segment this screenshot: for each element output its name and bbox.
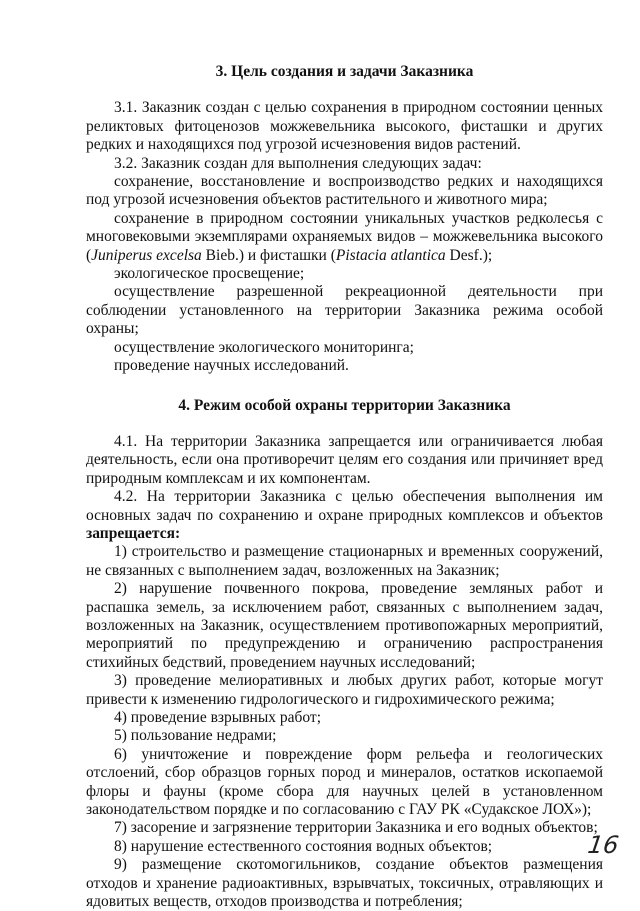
task-education: экологическое просвещение; bbox=[114, 265, 305, 283]
task-text-part: Bieb.) и фисташки ( bbox=[201, 246, 336, 264]
paragraph-3-1: 3.1. Заказник создан с целью сохранения в природном состоянии ценных реликтовых фитоценозов можжевельника высокого, фисташки и других редких и находящихся под угрозой исчезновения видов растений. bbox=[86, 99, 603, 154]
task-monitoring: осуществление экологического мониторинга; bbox=[114, 338, 414, 356]
paragraph-3-2: 3.2. Заказник создан для выполнения следующих задач: bbox=[114, 154, 482, 172]
list-item: 4) проведение взрывных работ; bbox=[114, 709, 321, 726]
section-3-heading: 3. Цель создания и задачи Заказника bbox=[215, 63, 474, 80]
paragraph-4-2 bbox=[86, 488, 603, 543]
list-item: 5) пользование недрами; bbox=[114, 727, 277, 745]
list-item: 8) нарушение естественного состояния водных объектов; bbox=[114, 837, 493, 855]
list-item: 1) строительство и размещение стационарных и временных сооружений, не связанных с выполнением задач, возложенных на Заказник; bbox=[86, 543, 603, 579]
task-preservation-woodland bbox=[86, 210, 603, 265]
prohibited-label: запрещается: bbox=[86, 524, 181, 542]
list-item: 3) проведение мелиоративных и любых других работ, которые могут привести к изменению гидрологического и гидрохимического режима; bbox=[86, 672, 603, 708]
task-text-part: сохранение в природном состоянии уникальных участков редколесья с многовековыми экземплярами охраняемых видов – можжевельника высокого ( bbox=[86, 209, 603, 264]
latin-name-pistacia: Pistacia atlantica bbox=[335, 246, 446, 264]
latin-name-juniperus: Juniperus excelsa bbox=[91, 246, 202, 264]
task-recreation: осуществление разрешенной рекреационной деятельности при соблюдении установленного на территории Заказника режима особой охраны; bbox=[86, 283, 603, 338]
section-4-heading: 4. Режим особой охраны территории Заказника bbox=[178, 396, 511, 414]
page-number: 16 bbox=[586, 831, 621, 859]
task-research: проведение научных исследований. bbox=[114, 357, 349, 375]
list-item: 7) засорение и загрязнение территории Заказника и его водных объектов; bbox=[114, 819, 598, 837]
task-preservation-species: сохранение, восстановление и воспроизводство редких и находящихся под угрозой исчезновения объектов растительного и животного мира; bbox=[86, 173, 603, 209]
paragraph-4-2-text: 4.2. На территории Заказника с целью обеспечения выполнения им основных задач по сохранению и охране природных комплексов и объектов bbox=[86, 488, 603, 524]
list-item: 2) нарушение почвенного покрова, проведение земляных работ и распашка земель, за исключением работ, связанных с выполнением задач, возложенных на Заказник, осуществлением противопожарных мероприятий, мероприятий по предупреждению и ограничению распространения стихийных бедствий, проведением научных исследований; bbox=[86, 580, 603, 671]
document-body bbox=[86, 63, 603, 911]
paragraph-4-1: 4.1. На территории Заказника запрещается или ограничивается любая деятельность, если она противоречит целям его создания или причиняет вред природным комплексам и их компонентам. bbox=[86, 432, 603, 487]
list-item: 9) размещение скотомогильников, создание объектов размещения отходов и хранение радиоактивных, взрывчатых, токсичных, отравляющих и ядовитых веществ, отходов производства и потребления; bbox=[86, 856, 603, 911]
task-text-part: Desf.); bbox=[445, 246, 493, 264]
list-item: 6) уничтожение и повреждение форм рельефа и геологических отслоений, сбор образцов горных пород и минералов, остатков ископаемой флоры и фауны (кроме сбора для научных целей в установленном законодательством порядке и по согласованию с ГАУ РК «Судакское ЛОХ»); bbox=[86, 745, 603, 819]
